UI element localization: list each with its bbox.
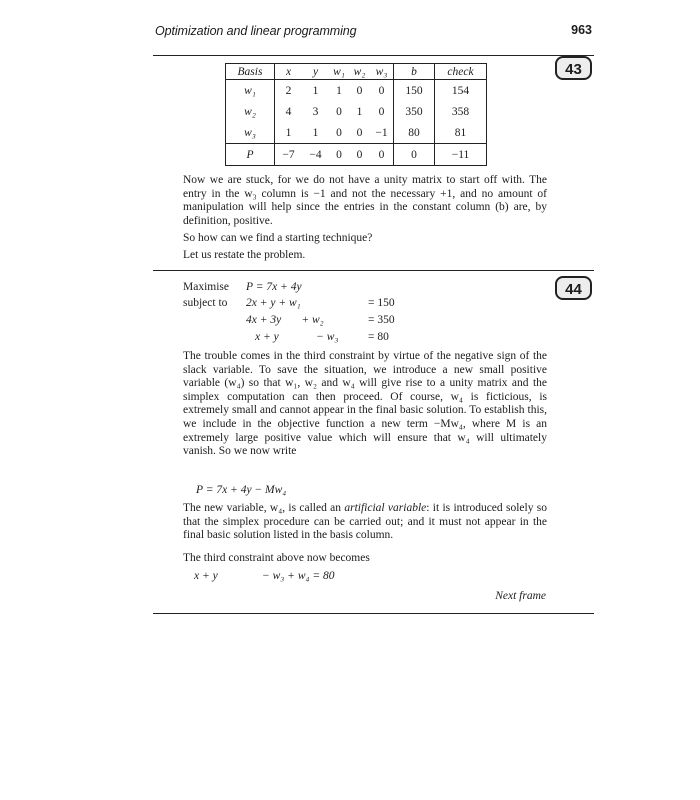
objective-function: P = 7x + 4y — [246, 281, 302, 293]
tableau-cell: 154 — [435, 80, 487, 102]
frame-43-paragraph: Now we are stuck, for we do not have a unity matrix to start off with. The entry in the w₃ column is −1 and not the necessary +1, and no amount of manipulation will help since the entries in the constant column (b) are, by definition, positive. — [183, 174, 547, 227]
tableau-cell: 80 — [394, 122, 435, 144]
constraint-lhs: 2x + y + w₁ — [246, 297, 301, 309]
tableau-cell: 0 — [370, 80, 394, 102]
artificial-variable-term: artificial variable — [344, 502, 427, 514]
table-row — [226, 101, 487, 122]
table-row — [226, 122, 487, 144]
table-row — [226, 80, 487, 102]
tableau-cell: P — [226, 144, 275, 166]
tableau-header-cell: w₃ — [370, 64, 394, 80]
tableau-cell: w₂ — [226, 101, 275, 122]
new-objective-function: P = 7x + 4y − Mw₄ — [196, 484, 287, 496]
tableau-cell: 1 — [302, 122, 329, 144]
page-number: 963 — [571, 23, 592, 37]
tableau-header-cell: y — [302, 64, 329, 80]
tableau-cell: 0 — [349, 144, 370, 166]
tableau-header-cell: w₂ — [349, 64, 370, 80]
tableau-cell: 1 — [356, 105, 363, 118]
frame-43-restate: Let us restate the problem. — [183, 249, 306, 261]
tableau-cell: 350 — [394, 101, 435, 122]
constraint-rhs: = 350 — [368, 314, 395, 326]
frame-44-bottom-rule — [153, 613, 594, 614]
tableau-cell: 0 — [394, 144, 435, 166]
constraint-lhs: x + y − w₃ — [255, 331, 339, 343]
maximise-label: Maximise — [183, 281, 229, 293]
tableau-cell: 1 — [275, 122, 303, 144]
tableau-cell: 0 — [349, 122, 370, 144]
next-frame-link: Next frame — [495, 590, 546, 602]
tableau-header-cell: b — [394, 64, 435, 80]
tableau-cell: −1 — [370, 122, 394, 144]
constraint-lhs: 4x + 3y + w₂ — [246, 314, 324, 326]
tableau-header-cell: w₁ — [329, 64, 349, 80]
tableau-cell: 150 — [394, 80, 435, 102]
tableau-cell: 0 — [356, 84, 363, 97]
tableau-cell: w₃ — [226, 122, 275, 144]
tableau-cell: 3 — [312, 105, 319, 118]
tableau-cell: 0 — [329, 144, 349, 166]
tableau-header-cell: check — [435, 64, 487, 80]
constraint-rhs: = 150 — [368, 297, 395, 309]
tableau-cell: −11 — [435, 144, 487, 166]
tableau-cell: 0 — [329, 122, 349, 144]
tableau-cell: 358 — [435, 101, 487, 122]
tableau-cell: 2 — [285, 84, 292, 97]
tableau-header-cell: x — [275, 64, 303, 80]
paragraph-text: The new variable, w₄, is called an — [183, 502, 345, 514]
tableau-cell: w₁ — [226, 80, 275, 102]
frame-43-badge: 43 — [555, 56, 592, 80]
subject-to-label: subject to — [183, 297, 228, 309]
table-row — [226, 144, 487, 166]
tableau-cell: 4 — [285, 105, 292, 118]
tableau-header-cell: Basis — [226, 64, 275, 80]
tableau-cell: −4 — [302, 144, 329, 166]
third-constraint-intro: The third constraint above now becomes — [183, 552, 370, 564]
tableau-cell: 0 — [336, 105, 342, 118]
tableau-cell: 1 — [312, 84, 319, 97]
new-constraint-rhs: − w₃ + w₄ = 80 — [262, 570, 335, 582]
frame-44-top-rule — [153, 270, 594, 271]
paragraph-text: : it is introduced solely so that the simplex procedure can be carried out; and it must not appear in the final basic solution listed in the basis column. — [183, 502, 547, 542]
tableau-cell: −7 — [275, 144, 303, 166]
new-constraint-lhs: x + y — [194, 570, 218, 582]
tableau-cell: 81 — [435, 122, 487, 144]
frame-43-top-rule — [153, 55, 594, 56]
tableau-cell: 0 — [370, 101, 394, 122]
artificial-variable-paragraph — [183, 502, 547, 543]
frame-44-badge: 44 — [555, 276, 592, 300]
tableau-cell: 0 — [370, 144, 394, 166]
frame-44-paragraph: The trouble comes in the third constraint by virtue of the negative sign of the slack variable. To save the situation, we introduce a new small positive variable (w₄) so that w₁, w₂ and w₄ will give rise to a unity matrix and the simplex computation can then proceed. Of course, w₄ is ficticious, is extremely small and cannot appear in the final basic solution. To establish this, we include in the objective function a new term −Mw₄, where M is an extremely large positive value which will ensure that w₄ will ultimately vanish. So we now write — [183, 350, 547, 458]
tableau-header-row — [226, 64, 487, 80]
simplex-tableau — [225, 63, 487, 166]
running-header-title: Optimization and linear programming — [155, 24, 357, 38]
frame-43-question: So how can we find a starting technique? — [183, 232, 373, 244]
constraint-rhs: = 80 — [368, 331, 389, 343]
tableau-cell: 1 — [336, 84, 342, 97]
